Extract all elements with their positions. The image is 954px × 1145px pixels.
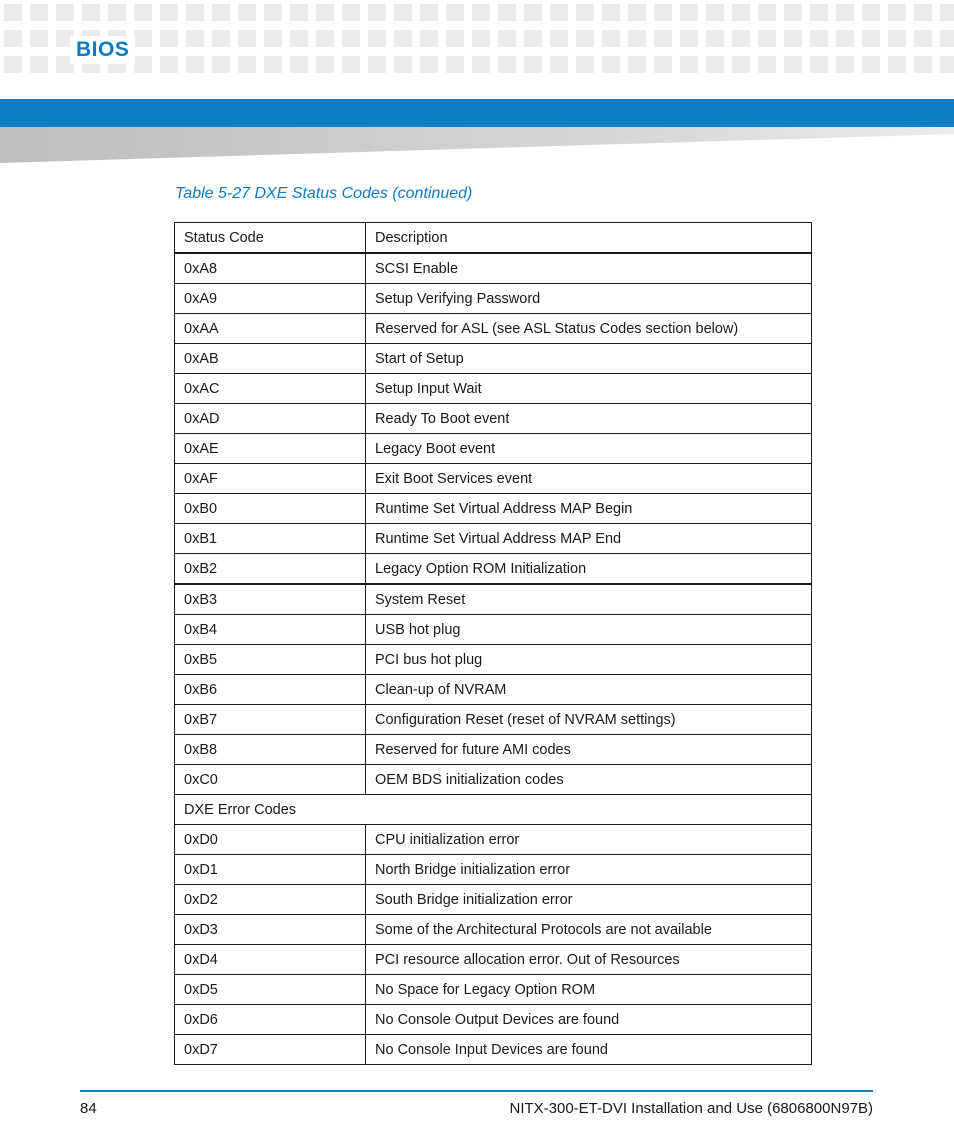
table-row — [175, 825, 812, 855]
description-cell: Setup Verifying Password — [366, 284, 812, 314]
table-row — [175, 434, 812, 464]
section-row-label: DXE Error Codes — [175, 795, 812, 825]
header-pattern-square — [914, 56, 932, 73]
document-title: NITX-300-ET-DVI Installation and Use (6806800N97B) — [509, 1100, 873, 1117]
header-pattern-square — [706, 30, 724, 47]
description-cell: Reserved for ASL (see ASL Status Codes section below) — [366, 314, 812, 344]
status-code-cell: 0xA8 — [175, 253, 366, 284]
header-pattern-square — [524, 4, 542, 21]
page-number: 84 — [80, 1100, 97, 1117]
table-row — [175, 344, 812, 374]
table-row — [175, 253, 812, 284]
header-pattern-square — [914, 30, 932, 47]
table-row — [175, 374, 812, 404]
header-pattern-square — [862, 56, 880, 73]
header-pattern-square — [30, 56, 48, 73]
header-pattern-square — [628, 56, 646, 73]
header-pattern-square — [342, 30, 360, 47]
table-row — [175, 915, 812, 945]
header-pattern-square — [160, 4, 178, 21]
description-cell: System Reset — [366, 584, 812, 615]
description-cell: Runtime Set Virtual Address MAP End — [366, 524, 812, 554]
header-pattern-square — [550, 56, 568, 73]
header-pattern-square — [940, 56, 954, 73]
status-code-cell: 0xB3 — [175, 584, 366, 615]
header-pattern-square — [836, 56, 854, 73]
header-pattern-square — [238, 30, 256, 47]
table-row — [175, 975, 812, 1005]
table-row — [175, 554, 812, 585]
header-pattern-square — [368, 56, 386, 73]
header-pattern-square — [316, 30, 334, 47]
header-pattern-square — [134, 4, 152, 21]
header-pattern-square — [30, 4, 48, 21]
header-pattern-square — [238, 56, 256, 73]
status-code-cell: 0xD4 — [175, 945, 366, 975]
table-row — [175, 945, 812, 975]
header-pattern-square — [654, 4, 672, 21]
footer-rule — [80, 1090, 873, 1092]
table-row — [175, 735, 812, 765]
header-pattern-square — [602, 30, 620, 47]
description-cell: Reserved for future AMI codes — [366, 735, 812, 765]
status-code-cell: 0xB1 — [175, 524, 366, 554]
header-pattern-square — [82, 4, 100, 21]
header-pattern-square — [680, 30, 698, 47]
header-pattern-square — [628, 4, 646, 21]
status-code-cell: 0xD7 — [175, 1035, 366, 1065]
section-row — [175, 795, 812, 825]
header-pattern-square — [4, 30, 22, 47]
description-cell: North Bridge initialization error — [366, 855, 812, 885]
header-pattern-square — [550, 4, 568, 21]
header-pattern-square — [420, 56, 438, 73]
header-pattern-square — [732, 56, 750, 73]
header-pattern-square — [212, 4, 230, 21]
description-cell: OEM BDS initialization codes — [366, 765, 812, 795]
status-code-cell: 0xAB — [175, 344, 366, 374]
header-pattern-square — [836, 4, 854, 21]
header-pattern-square — [446, 4, 464, 21]
table-row — [175, 404, 812, 434]
header-pattern-square — [212, 30, 230, 47]
status-code-cell: 0xB2 — [175, 554, 366, 585]
header-pattern-square — [784, 4, 802, 21]
table-row — [175, 705, 812, 735]
header-pattern-square — [4, 4, 22, 21]
header-pattern-square — [264, 30, 282, 47]
header-pattern-square — [368, 4, 386, 21]
header-pattern-square — [576, 56, 594, 73]
header-pattern-square — [264, 56, 282, 73]
header-pattern-square — [628, 30, 646, 47]
header-pattern-square — [706, 4, 724, 21]
table-row — [175, 1005, 812, 1035]
header-pattern-square — [134, 56, 152, 73]
table-body — [175, 253, 812, 1065]
table-row — [175, 464, 812, 494]
header-pattern-square — [706, 56, 724, 73]
table-row — [175, 615, 812, 645]
header-pattern-square — [836, 30, 854, 47]
header-pattern-square — [56, 4, 74, 21]
column-header-status-code: Status Code — [175, 223, 366, 254]
description-cell: PCI bus hot plug — [366, 645, 812, 675]
header-pattern-square — [186, 4, 204, 21]
header-pattern-square — [30, 30, 48, 47]
table-row — [175, 494, 812, 524]
status-code-cell: 0xAE — [175, 434, 366, 464]
status-code-cell: 0xAD — [175, 404, 366, 434]
section-title: BIOS — [70, 36, 135, 64]
header-pattern-square — [290, 4, 308, 21]
header-pattern-square — [446, 56, 464, 73]
header-pattern-square — [940, 30, 954, 47]
table-row — [175, 524, 812, 554]
table-row — [175, 284, 812, 314]
table-row — [175, 855, 812, 885]
description-cell: Legacy Boot event — [366, 434, 812, 464]
table-row — [175, 314, 812, 344]
header-pattern-square — [4, 56, 22, 73]
header-pattern-square — [732, 30, 750, 47]
description-cell: Setup Input Wait — [366, 374, 812, 404]
header-pattern-square — [290, 56, 308, 73]
description-cell: Exit Boot Services event — [366, 464, 812, 494]
status-code-cell: 0xD0 — [175, 825, 366, 855]
header-pattern-square — [186, 30, 204, 47]
header-pattern-square — [758, 4, 776, 21]
header-pattern-square — [888, 56, 906, 73]
header-pattern-square — [654, 30, 672, 47]
status-code-cell: 0xAA — [175, 314, 366, 344]
status-code-cell: 0xD3 — [175, 915, 366, 945]
header-pattern-square — [160, 56, 178, 73]
table-caption: Table 5-27 DXE Status Codes (continued) — [175, 185, 473, 202]
header-pattern-square — [524, 30, 542, 47]
status-code-cell: 0xC0 — [175, 765, 366, 795]
header-pattern-square — [732, 4, 750, 21]
description-cell: Clean-up of NVRAM — [366, 675, 812, 705]
header-pattern-square — [758, 56, 776, 73]
description-cell: USB hot plug — [366, 615, 812, 645]
status-code-cell: 0xB7 — [175, 705, 366, 735]
header-pattern-square — [342, 56, 360, 73]
description-cell: Some of the Architectural Protocols are not available — [366, 915, 812, 945]
header-pattern-square — [108, 4, 126, 21]
header-pattern-square — [888, 30, 906, 47]
description-cell: No Console Output Devices are found — [366, 1005, 812, 1035]
status-code-cell: 0xB6 — [175, 675, 366, 705]
status-codes-table — [174, 222, 812, 1065]
header-pattern-square — [654, 56, 672, 73]
status-code-cell: 0xAF — [175, 464, 366, 494]
table-row — [175, 645, 812, 675]
header-pattern-square — [784, 56, 802, 73]
header-pattern-square — [316, 4, 334, 21]
header-pattern-square — [394, 4, 412, 21]
header-pattern-square — [524, 56, 542, 73]
header-pattern-square — [810, 30, 828, 47]
description-cell: No Console Input Devices are found — [366, 1035, 812, 1065]
header-pattern-square — [446, 30, 464, 47]
header-pattern-square — [394, 30, 412, 47]
description-cell: Legacy Option ROM Initialization — [366, 554, 812, 585]
header-blue-band — [0, 99, 954, 127]
table-row — [175, 885, 812, 915]
status-code-cell: 0xA9 — [175, 284, 366, 314]
description-cell: SCSI Enable — [366, 253, 812, 284]
header-pattern-square — [862, 30, 880, 47]
header-pattern-square — [134, 30, 152, 47]
header-pattern-square — [316, 56, 334, 73]
header-pattern-square — [394, 56, 412, 73]
status-code-cell: 0xB0 — [175, 494, 366, 524]
status-code-cell: 0xD1 — [175, 855, 366, 885]
status-code-cell: 0xD6 — [175, 1005, 366, 1035]
status-code-cell: 0xD2 — [175, 885, 366, 915]
header-pattern-square — [680, 56, 698, 73]
table-header-row — [175, 223, 812, 254]
description-cell: Runtime Set Virtual Address MAP Begin — [366, 494, 812, 524]
header-pattern-square — [914, 4, 932, 21]
header-pattern-square — [186, 56, 204, 73]
header-pattern-square — [784, 30, 802, 47]
table-row — [175, 675, 812, 705]
status-code-cell: 0xAC — [175, 374, 366, 404]
header-pattern-square — [940, 4, 954, 21]
header-pattern-square — [160, 30, 178, 47]
column-header-description: Description — [366, 223, 812, 254]
description-cell: South Bridge initialization error — [366, 885, 812, 915]
header-pattern-square — [758, 30, 776, 47]
header-pattern-square — [368, 30, 386, 47]
header-pattern-square — [420, 4, 438, 21]
status-code-cell: 0xB5 — [175, 645, 366, 675]
header-pattern-square — [342, 4, 360, 21]
header-pattern-square — [810, 56, 828, 73]
header-pattern-square — [602, 56, 620, 73]
header-pattern-square — [420, 30, 438, 47]
header-pattern — [0, 0, 954, 96]
header-pattern-square — [212, 56, 230, 73]
header-pattern-square — [472, 4, 490, 21]
description-cell: Configuration Reset (reset of NVRAM settings) — [366, 705, 812, 735]
header-pattern-square — [862, 4, 880, 21]
header-pattern-square — [498, 30, 516, 47]
header-gray-wedge — [0, 127, 954, 165]
header-pattern-square — [680, 4, 698, 21]
header-pattern-square — [810, 4, 828, 21]
description-cell: Ready To Boot event — [366, 404, 812, 434]
description-cell: Start of Setup — [366, 344, 812, 374]
table-row — [175, 584, 812, 615]
header-pattern-square — [576, 4, 594, 21]
header-pattern-square — [264, 4, 282, 21]
header-pattern-square — [602, 4, 620, 21]
header-pattern-square — [498, 56, 516, 73]
header-pattern-square — [472, 56, 490, 73]
header-pattern-square — [576, 30, 594, 47]
table-row — [175, 765, 812, 795]
header-pattern-square — [472, 30, 490, 47]
status-code-cell: 0xB4 — [175, 615, 366, 645]
status-code-cell: 0xD5 — [175, 975, 366, 1005]
header-pattern-square — [238, 4, 256, 21]
description-cell: PCI resource allocation error. Out of Resources — [366, 945, 812, 975]
header-pattern-square — [498, 4, 516, 21]
header-pattern-square — [888, 4, 906, 21]
description-cell: CPU initialization error — [366, 825, 812, 855]
header-pattern-square — [290, 30, 308, 47]
status-code-cell: 0xB8 — [175, 735, 366, 765]
description-cell: No Space for Legacy Option ROM — [366, 975, 812, 1005]
header-pattern-square — [550, 30, 568, 47]
table-row — [175, 1035, 812, 1065]
